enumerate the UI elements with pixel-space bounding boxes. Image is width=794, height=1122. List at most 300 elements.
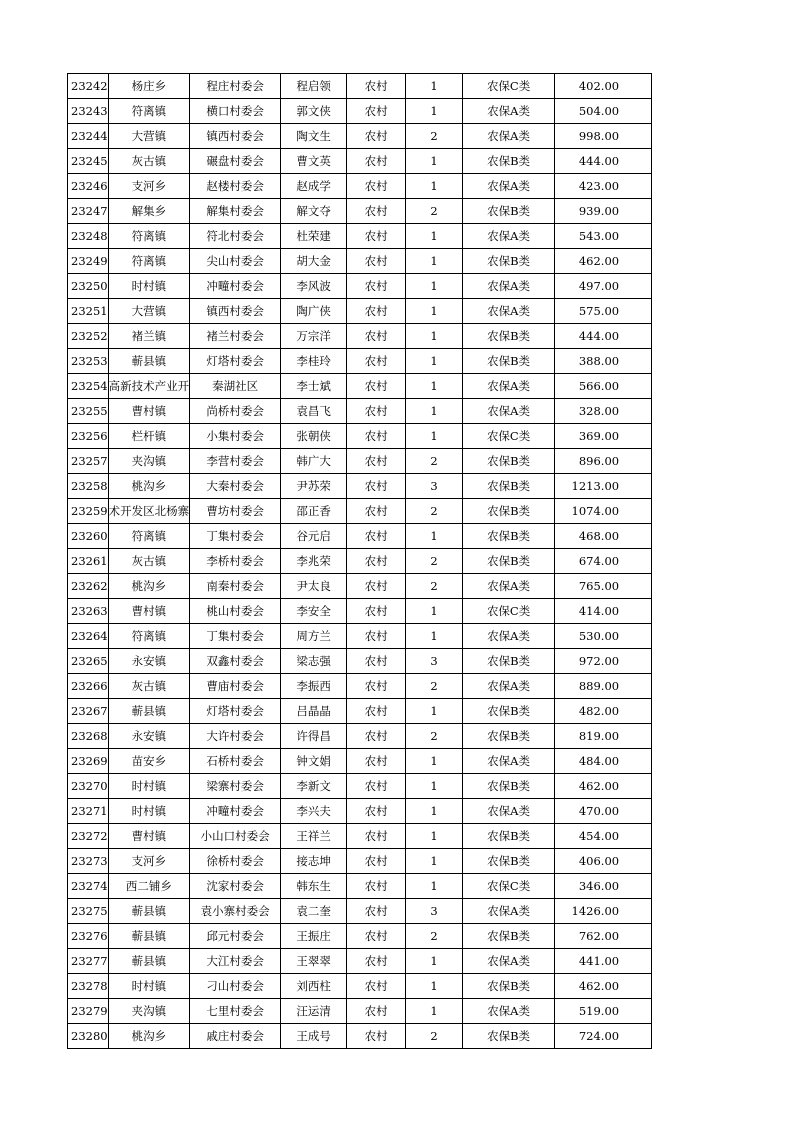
amount-cell: 462.00: [555, 974, 652, 999]
record-id-cell: 23260: [68, 524, 109, 549]
township-cell: 永安镇: [108, 724, 190, 749]
record-id-cell: 23271: [68, 799, 109, 824]
area-type-cell: 农村: [347, 524, 406, 549]
record-id-cell: 23277: [68, 949, 109, 974]
village-committee-cell: 褚兰村委会: [190, 324, 281, 349]
household-size-cell: 1: [406, 999, 463, 1024]
person-name-cell: 刘西柱: [281, 974, 347, 999]
record-id-cell: 23254: [68, 374, 109, 399]
table-row: [68, 274, 652, 299]
household-size-cell: 2: [406, 574, 463, 599]
township-cell: 蕲县镇: [108, 699, 190, 724]
household-size-cell: 1: [406, 874, 463, 899]
record-id-cell: 23266: [68, 674, 109, 699]
village-committee-cell: 桃山村委会: [190, 599, 281, 624]
village-committee-cell: 徐桥村委会: [190, 849, 281, 874]
table-row: [68, 474, 652, 499]
village-committee-cell: 丁集村委会: [190, 624, 281, 649]
record-id-cell: 23269: [68, 749, 109, 774]
table-row: [68, 224, 652, 249]
table-row: [68, 749, 652, 774]
area-type-cell: 农村: [347, 199, 406, 224]
amount-cell: 762.00: [555, 924, 652, 949]
table-row: [68, 249, 652, 274]
person-name-cell: 陶文生: [281, 124, 347, 149]
person-name-cell: 钟文娟: [281, 749, 347, 774]
household-size-cell: 2: [406, 674, 463, 699]
area-type-cell: 农村: [347, 374, 406, 399]
table-row: [68, 599, 652, 624]
record-id-cell: 23264: [68, 624, 109, 649]
amount-cell: 497.00: [555, 274, 652, 299]
village-committee-cell: 赵楼村委会: [190, 174, 281, 199]
village-committee-cell: 沈家村委会: [190, 874, 281, 899]
village-committee-cell: 梁寨村委会: [190, 774, 281, 799]
household-size-cell: 1: [406, 99, 463, 124]
person-name-cell: 韩广大: [281, 449, 347, 474]
area-type-cell: 农村: [347, 449, 406, 474]
insurance-class-cell: 农保A类: [463, 274, 555, 299]
record-id-cell: 23257: [68, 449, 109, 474]
table-row: [68, 399, 652, 424]
insurance-class-cell: 农保A类: [463, 224, 555, 249]
person-name-cell: 陶广侠: [281, 299, 347, 324]
record-id-cell: 23248: [68, 224, 109, 249]
person-name-cell: 王成号: [281, 1024, 347, 1049]
village-committee-cell: 袁小寨村委会: [190, 899, 281, 924]
area-type-cell: 农村: [347, 999, 406, 1024]
household-size-cell: 3: [406, 899, 463, 924]
area-type-cell: 农村: [347, 899, 406, 924]
village-committee-cell: 七里村委会: [190, 999, 281, 1024]
township-cell: 术开发区北杨寨: [108, 499, 190, 524]
table-row: [68, 674, 652, 699]
area-type-cell: 农村: [347, 599, 406, 624]
insurance-class-cell: 农保B类: [463, 549, 555, 574]
household-size-cell: 1: [406, 624, 463, 649]
person-name-cell: 王祥兰: [281, 824, 347, 849]
township-cell: 曹村镇: [108, 599, 190, 624]
area-type-cell: 农村: [347, 74, 406, 99]
insurance-class-cell: 农保A类: [463, 174, 555, 199]
person-name-cell: 李风波: [281, 274, 347, 299]
person-name-cell: 王振庄: [281, 924, 347, 949]
amount-cell: 519.00: [555, 999, 652, 1024]
table-row: [68, 324, 652, 349]
record-id-cell: 23274: [68, 874, 109, 899]
township-cell: 时村镇: [108, 974, 190, 999]
person-name-cell: 周方兰: [281, 624, 347, 649]
area-type-cell: 农村: [347, 649, 406, 674]
insurance-class-cell: 农保B类: [463, 774, 555, 799]
household-size-cell: 2: [406, 924, 463, 949]
record-id-cell: 23253: [68, 349, 109, 374]
household-size-cell: 3: [406, 474, 463, 499]
person-name-cell: 李桂玲: [281, 349, 347, 374]
record-id-cell: 23259: [68, 499, 109, 524]
table-row: [68, 149, 652, 174]
record-id-cell: 23270: [68, 774, 109, 799]
insurance-class-cell: 农保A类: [463, 999, 555, 1024]
village-committee-cell: 李桥村委会: [190, 549, 281, 574]
household-size-cell: 1: [406, 324, 463, 349]
household-size-cell: 1: [406, 774, 463, 799]
amount-cell: 819.00: [555, 724, 652, 749]
person-name-cell: 许得昌: [281, 724, 347, 749]
village-committee-cell: 小山口村委会: [190, 824, 281, 849]
table-row: [68, 649, 652, 674]
record-id-cell: 23263: [68, 599, 109, 624]
household-size-cell: 1: [406, 824, 463, 849]
insurance-class-cell: 农保C类: [463, 424, 555, 449]
area-type-cell: 农村: [347, 799, 406, 824]
insurance-class-cell: 农保B类: [463, 149, 555, 174]
insurance-class-cell: 农保A类: [463, 899, 555, 924]
township-cell: 时村镇: [108, 799, 190, 824]
amount-cell: 1426.00: [555, 899, 652, 924]
record-id-cell: 23243: [68, 99, 109, 124]
record-id-cell: 23272: [68, 824, 109, 849]
table-row: [68, 949, 652, 974]
household-size-cell: 1: [406, 299, 463, 324]
township-cell: 曹村镇: [108, 824, 190, 849]
insurance-class-cell: 农保B类: [463, 924, 555, 949]
township-cell: 解集乡: [108, 199, 190, 224]
person-name-cell: 曹文英: [281, 149, 347, 174]
insurance-class-cell: 农保A类: [463, 299, 555, 324]
township-cell: 杨庄乡: [108, 74, 190, 99]
table-row: [68, 299, 652, 324]
area-type-cell: 农村: [347, 824, 406, 849]
amount-cell: 468.00: [555, 524, 652, 549]
amount-cell: 462.00: [555, 774, 652, 799]
table-row: [68, 574, 652, 599]
record-id-cell: 23244: [68, 124, 109, 149]
village-committee-cell: 大许村委会: [190, 724, 281, 749]
insurance-class-cell: 农保B类: [463, 349, 555, 374]
township-cell: 苗安乡: [108, 749, 190, 774]
amount-cell: 724.00: [555, 1024, 652, 1049]
amount-cell: 462.00: [555, 249, 652, 274]
village-committee-cell: 小集村委会: [190, 424, 281, 449]
person-name-cell: 李安全: [281, 599, 347, 624]
table-row: [68, 124, 652, 149]
household-size-cell: 1: [406, 224, 463, 249]
village-committee-cell: 曹坊村委会: [190, 499, 281, 524]
household-size-cell: 1: [406, 849, 463, 874]
amount-cell: 575.00: [555, 299, 652, 324]
village-committee-cell: 石桥村委会: [190, 749, 281, 774]
township-cell: 桃沟乡: [108, 1024, 190, 1049]
household-size-cell: 1: [406, 424, 463, 449]
record-id-cell: 23276: [68, 924, 109, 949]
village-committee-cell: 曹庙村委会: [190, 674, 281, 699]
amount-cell: 674.00: [555, 549, 652, 574]
record-id-cell: 23246: [68, 174, 109, 199]
person-name-cell: 韩东生: [281, 874, 347, 899]
table-row: [68, 424, 652, 449]
township-cell: 永安镇: [108, 649, 190, 674]
table-row: [68, 799, 652, 824]
household-size-cell: 1: [406, 699, 463, 724]
area-type-cell: 农村: [347, 774, 406, 799]
amount-cell: 444.00: [555, 149, 652, 174]
village-committee-cell: 大秦村委会: [190, 474, 281, 499]
township-cell: 蕲县镇: [108, 349, 190, 374]
township-cell: 蕲县镇: [108, 899, 190, 924]
record-id-cell: 23275: [68, 899, 109, 924]
person-name-cell: 尹苏荣: [281, 474, 347, 499]
household-size-cell: 2: [406, 199, 463, 224]
area-type-cell: 农村: [347, 924, 406, 949]
table-row: [68, 99, 652, 124]
area-type-cell: 农村: [347, 549, 406, 574]
township-cell: 灰古镇: [108, 549, 190, 574]
area-type-cell: 农村: [347, 624, 406, 649]
amount-cell: 328.00: [555, 399, 652, 424]
insurance-class-cell: 农保B类: [463, 474, 555, 499]
table-row: [68, 974, 652, 999]
insurance-class-cell: 农保A类: [463, 399, 555, 424]
township-cell: 时村镇: [108, 774, 190, 799]
amount-cell: 406.00: [555, 849, 652, 874]
amount-cell: 482.00: [555, 699, 652, 724]
insurance-class-cell: 农保A类: [463, 949, 555, 974]
household-size-cell: 1: [406, 249, 463, 274]
insurance-class-cell: 农保A类: [463, 674, 555, 699]
person-name-cell: 尹太良: [281, 574, 347, 599]
insurance-class-cell: 农保B类: [463, 649, 555, 674]
table-row: [68, 624, 652, 649]
household-size-cell: 1: [406, 174, 463, 199]
amount-cell: 998.00: [555, 124, 652, 149]
person-name-cell: 吕晶晶: [281, 699, 347, 724]
area-type-cell: 农村: [347, 674, 406, 699]
village-committee-cell: 灯塔村委会: [190, 349, 281, 374]
village-committee-cell: 南秦村委会: [190, 574, 281, 599]
table-row: [68, 74, 652, 99]
household-size-cell: 3: [406, 649, 463, 674]
household-size-cell: 1: [406, 74, 463, 99]
village-committee-cell: 碾盘村委会: [190, 149, 281, 174]
record-id-cell: 23256: [68, 424, 109, 449]
record-id-cell: 23279: [68, 999, 109, 1024]
village-committee-cell: 镇西村委会: [190, 124, 281, 149]
village-committee-cell: 邱元村委会: [190, 924, 281, 949]
record-id-cell: 23267: [68, 699, 109, 724]
amount-cell: 414.00: [555, 599, 652, 624]
amount-cell: 454.00: [555, 824, 652, 849]
insurance-class-cell: 农保B类: [463, 249, 555, 274]
insurance-class-cell: 农保B类: [463, 524, 555, 549]
record-id-cell: 23278: [68, 974, 109, 999]
table-row: [68, 349, 652, 374]
person-name-cell: 接志坤: [281, 849, 347, 874]
area-type-cell: 农村: [347, 249, 406, 274]
township-cell: 大营镇: [108, 299, 190, 324]
amount-cell: 346.00: [555, 874, 652, 899]
insurance-class-cell: 农保B类: [463, 974, 555, 999]
person-name-cell: 解文夺: [281, 199, 347, 224]
area-type-cell: 农村: [347, 99, 406, 124]
amount-cell: 504.00: [555, 99, 652, 124]
township-cell: 符离镇: [108, 99, 190, 124]
township-cell: 褚兰镇: [108, 324, 190, 349]
insurance-class-cell: 农保B类: [463, 499, 555, 524]
person-name-cell: 李兴夫: [281, 799, 347, 824]
record-id-cell: 23245: [68, 149, 109, 174]
amount-cell: 972.00: [555, 649, 652, 674]
person-name-cell: 梁志强: [281, 649, 347, 674]
amount-cell: 402.00: [555, 74, 652, 99]
amount-cell: 470.00: [555, 799, 652, 824]
area-type-cell: 农村: [347, 949, 406, 974]
record-id-cell: 23268: [68, 724, 109, 749]
record-id-cell: 23242: [68, 74, 109, 99]
person-name-cell: 李新文: [281, 774, 347, 799]
amount-cell: 1213.00: [555, 474, 652, 499]
area-type-cell: 农村: [347, 174, 406, 199]
person-name-cell: 李士斌: [281, 374, 347, 399]
area-type-cell: 农村: [347, 499, 406, 524]
township-cell: 支河乡: [108, 174, 190, 199]
table-row: [68, 899, 652, 924]
amount-cell: 896.00: [555, 449, 652, 474]
insurance-class-cell: 农保A类: [463, 374, 555, 399]
area-type-cell: 农村: [347, 224, 406, 249]
township-cell: 符离镇: [108, 524, 190, 549]
township-cell: 时村镇: [108, 274, 190, 299]
household-size-cell: 2: [406, 124, 463, 149]
township-cell: 栏杆镇: [108, 424, 190, 449]
village-committee-cell: 程庄村委会: [190, 74, 281, 99]
village-committee-cell: 大江村委会: [190, 949, 281, 974]
table-row: [68, 699, 652, 724]
township-cell: 桃沟乡: [108, 574, 190, 599]
amount-cell: 765.00: [555, 574, 652, 599]
township-cell: 灰古镇: [108, 149, 190, 174]
table-row: [68, 449, 652, 474]
insurance-class-cell: 农保B类: [463, 1024, 555, 1049]
insurance-class-cell: 农保B类: [463, 824, 555, 849]
village-committee-cell: 镇西村委会: [190, 299, 281, 324]
village-committee-cell: 秦湖社区: [190, 374, 281, 399]
township-cell: 支河乡: [108, 849, 190, 874]
household-size-cell: 1: [406, 799, 463, 824]
person-name-cell: 谷元启: [281, 524, 347, 549]
township-cell: 蕲县镇: [108, 949, 190, 974]
area-type-cell: 农村: [347, 974, 406, 999]
township-cell: 符离镇: [108, 224, 190, 249]
village-committee-cell: 横口村委会: [190, 99, 281, 124]
amount-cell: 566.00: [555, 374, 652, 399]
person-name-cell: 汪运清: [281, 999, 347, 1024]
township-cell: 西二铺乡: [108, 874, 190, 899]
village-committee-cell: 刁山村委会: [190, 974, 281, 999]
table-row: [68, 1024, 652, 1049]
table-row: [68, 724, 652, 749]
table-row: [68, 499, 652, 524]
household-size-cell: 2: [406, 1024, 463, 1049]
record-id-cell: 23273: [68, 849, 109, 874]
record-id-cell: 23280: [68, 1024, 109, 1049]
person-name-cell: 万宗洋: [281, 324, 347, 349]
amount-cell: 423.00: [555, 174, 652, 199]
village-committee-cell: 尚桥村委会: [190, 399, 281, 424]
record-id-cell: 23249: [68, 249, 109, 274]
township-cell: 大营镇: [108, 124, 190, 149]
person-name-cell: 袁二奎: [281, 899, 347, 924]
person-name-cell: 胡大金: [281, 249, 347, 274]
village-committee-cell: 双鑫村委会: [190, 649, 281, 674]
data-table: [67, 73, 652, 1049]
township-cell: 高新技术产业开: [108, 374, 190, 399]
person-name-cell: 邵正香: [281, 499, 347, 524]
table-row: [68, 549, 652, 574]
household-size-cell: 2: [406, 724, 463, 749]
table-row: [68, 824, 652, 849]
household-size-cell: 1: [406, 524, 463, 549]
village-committee-cell: 尖山村委会: [190, 249, 281, 274]
insurance-class-cell: 农保A类: [463, 624, 555, 649]
area-type-cell: 农村: [347, 324, 406, 349]
insurance-class-cell: 农保A类: [463, 99, 555, 124]
insurance-class-cell: 农保B类: [463, 324, 555, 349]
household-size-cell: 1: [406, 399, 463, 424]
person-name-cell: 郭文侠: [281, 99, 347, 124]
area-type-cell: 农村: [347, 874, 406, 899]
record-id-cell: 23250: [68, 274, 109, 299]
record-id-cell: 23247: [68, 199, 109, 224]
person-name-cell: 李振西: [281, 674, 347, 699]
amount-cell: 388.00: [555, 349, 652, 374]
person-name-cell: 李兆荣: [281, 549, 347, 574]
township-cell: 符离镇: [108, 249, 190, 274]
table-row: [68, 174, 652, 199]
village-committee-cell: 冲疃村委会: [190, 274, 281, 299]
village-committee-cell: 解集村委会: [190, 199, 281, 224]
insurance-class-cell: 农保B类: [463, 724, 555, 749]
area-type-cell: 农村: [347, 299, 406, 324]
table-row: [68, 849, 652, 874]
amount-cell: 939.00: [555, 199, 652, 224]
household-size-cell: 1: [406, 949, 463, 974]
household-size-cell: 1: [406, 274, 463, 299]
amount-cell: 889.00: [555, 674, 652, 699]
village-committee-cell: 戚庄村委会: [190, 1024, 281, 1049]
table-row: [68, 999, 652, 1024]
record-id-cell: 23262: [68, 574, 109, 599]
village-committee-cell: 冲疃村委会: [190, 799, 281, 824]
person-name-cell: 赵成学: [281, 174, 347, 199]
village-committee-cell: 李营村委会: [190, 449, 281, 474]
household-size-cell: 2: [406, 449, 463, 474]
table-row: [68, 524, 652, 549]
insurance-class-cell: 农保B类: [463, 449, 555, 474]
amount-cell: 530.00: [555, 624, 652, 649]
household-size-cell: 1: [406, 599, 463, 624]
area-type-cell: 农村: [347, 274, 406, 299]
person-name-cell: 袁昌飞: [281, 399, 347, 424]
person-name-cell: 程启领: [281, 74, 347, 99]
household-size-cell: 1: [406, 749, 463, 774]
table-body: [68, 74, 652, 1049]
area-type-cell: 农村: [347, 699, 406, 724]
insurance-class-cell: 农保B类: [463, 699, 555, 724]
area-type-cell: 农村: [347, 149, 406, 174]
area-type-cell: 农村: [347, 349, 406, 374]
household-size-cell: 1: [406, 149, 463, 174]
